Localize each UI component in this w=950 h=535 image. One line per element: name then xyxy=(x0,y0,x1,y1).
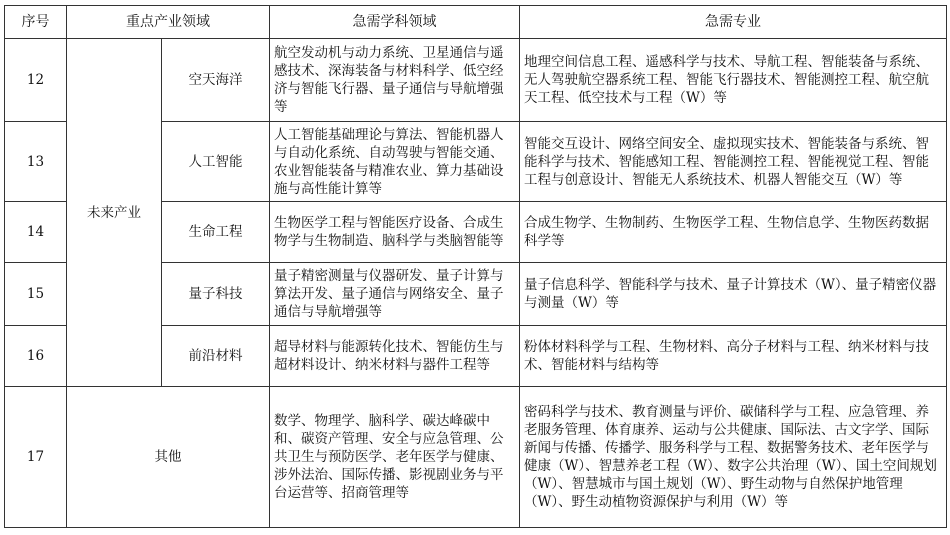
group-label: 未来产业 xyxy=(67,39,162,387)
industry-discipline-table xyxy=(4,5,947,528)
header-industry: 重点产业领域 xyxy=(67,6,270,39)
row-industry: 人工智能 xyxy=(162,122,270,202)
header-major: 急需专业 xyxy=(520,6,947,39)
row-seq: 16 xyxy=(5,326,67,387)
row-seq: 15 xyxy=(5,263,67,326)
row-seq: 13 xyxy=(5,122,67,202)
row-major: 密码科学与技术、教育测量与评价、碳储科学与工程、应急管理、养老服务管理、体育康养、运动与公共健康、国际法、古文字学、国际新闻与传播、传播学、服务科学与工程、数据警务技术、老年医学与健康（W）、智慧养老工程（W）、数字公共治理（W）、国土空间规划（W）、智慧城市与国土规划（W）、野生动物与自然保护地管理（W）、野生动植物资源保护与利用（W）等 xyxy=(520,387,947,528)
row-seq: 12 xyxy=(5,39,67,122)
row-discipline: 数学、物理学、脑科学、碳达峰碳中和、碳资产管理、安全与应急管理、公共卫生与预防医学、老年医学与健康、涉外法治、国际传播、影视剧业务与平台运营等、招商管理等 xyxy=(270,387,520,528)
row-major: 合成生物学、生物制药、生物医学工程、生物信息学、生物医药数据科学等 xyxy=(520,202,947,263)
row-major: 地理空间信息工程、遥感科学与技术、导航工程、智能装备与系统、无人驾驶航空器系统工程、智能飞行器技术、智能测控工程、航空航天工程、低空技术与工程（W）等 xyxy=(520,39,947,122)
row-industry: 生命工程 xyxy=(162,202,270,263)
row-industry: 空天海洋 xyxy=(162,39,270,122)
row-major: 智能交互设计、网络空间安全、虚拟现实技术、智能装备与系统、智能科学与技术、智能感知工程、智能测控工程、智能视觉工程、智能工程与创意设计、智能无人系统技术、机器人智能交互（W）等 xyxy=(520,122,947,202)
row-industry: 量子科技 xyxy=(162,263,270,326)
header-discipline: 急需学科领域 xyxy=(270,6,520,39)
row-industry: 前沿材料 xyxy=(162,326,270,387)
row-discipline: 航空发动机与动力系统、卫星通信与遥感技术、深海装备与材料科学、低空经济与智能飞行器、量子通信与导航增强等 xyxy=(270,39,520,122)
row-major: 量子信息科学、智能科学与技术、量子计算技术（W）、量子精密仪器与测量（W）等 xyxy=(520,263,947,326)
row-discipline: 超导材料与能源转化技术、智能仿生与超材料设计、纳米材料与器件工程等 xyxy=(270,326,520,387)
row-discipline: 人工智能基础理论与算法、智能机器人与自动化系统、自动驾驶与智能交通、农业智能装备与精准农业、算力基础设施与高性能计算等 xyxy=(270,122,520,202)
table-row xyxy=(5,387,947,528)
row-seq: 17 xyxy=(5,387,67,528)
header-seq: 序号 xyxy=(5,6,67,39)
row-discipline: 量子精密测量与仪器研发、量子计算与算法开发、量子通信与网络安全、量子通信与导航增强等 xyxy=(270,263,520,326)
header-row xyxy=(5,6,947,39)
row-discipline: 生物医学工程与智能医疗设备、合成生物学与生物制造、脑科学与类脑智能等 xyxy=(270,202,520,263)
row-industry: 其他 xyxy=(67,387,270,528)
row-major: 粉体材料科学与工程、生物材料、高分子材料与工程、纳米材料与技术、智能材料与结构等 xyxy=(520,326,947,387)
table-row xyxy=(5,39,947,122)
row-seq: 14 xyxy=(5,202,67,263)
